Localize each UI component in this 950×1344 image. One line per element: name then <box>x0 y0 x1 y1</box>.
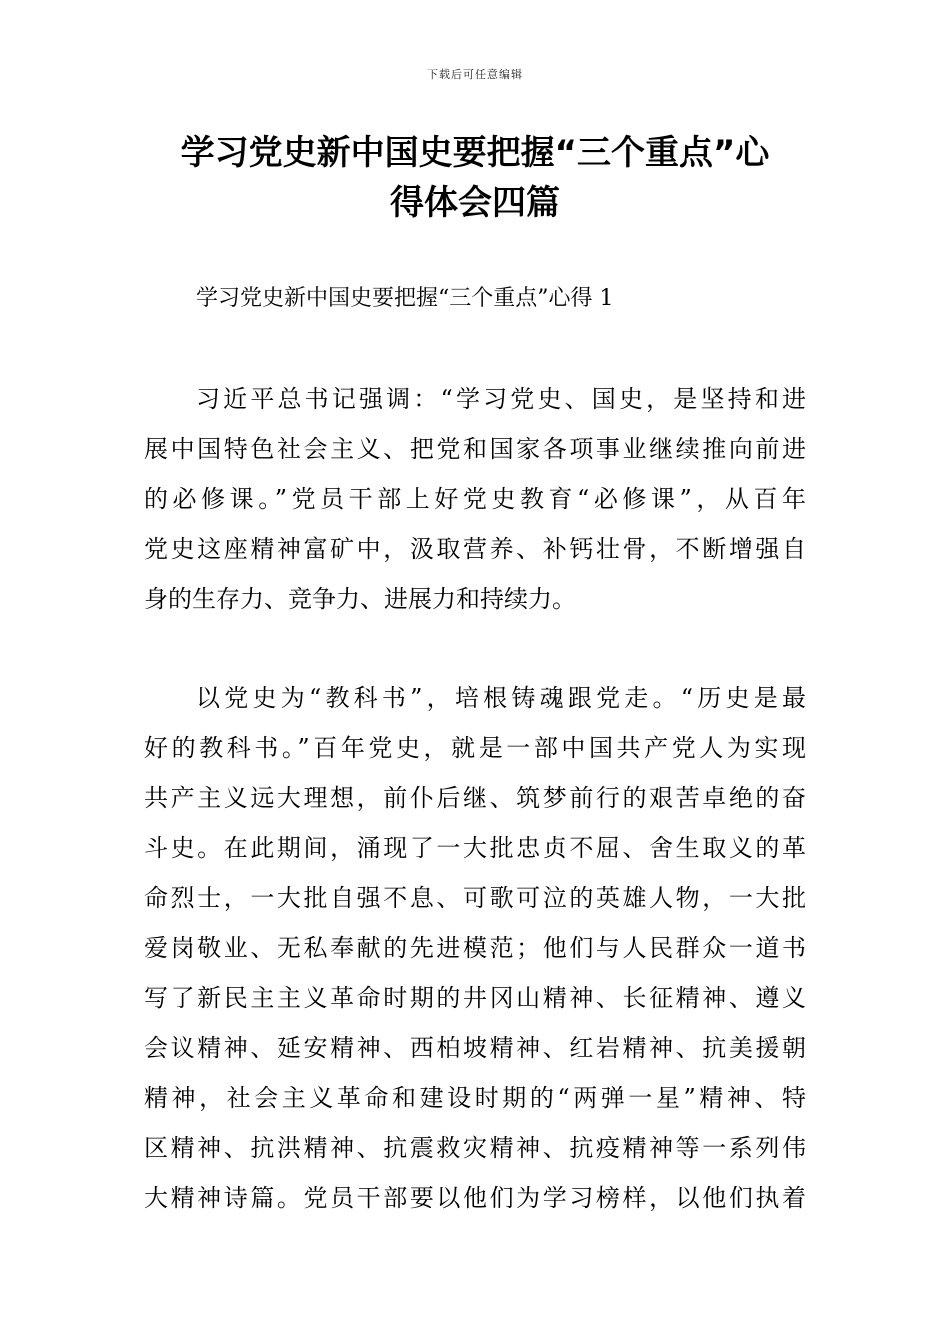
paragraph-2 <box>144 673 806 1223</box>
paragraph-line: 习近平总书记强调：“学习党史、国史，是坚持和进 <box>196 385 806 413</box>
paragraph-line: 以党史为“教科书”，培根铸魂跟党走。“历史是最 <box>196 684 806 712</box>
paragraph-line: 共产主义远大理想，前仆后继、筑梦前行的艰苦卓绝的奋 <box>144 784 806 812</box>
section-heading: 学习党史新中国史要把握“三个重点”心得 1 <box>196 286 614 311</box>
paragraph-line: 会议精神、延安精神、西柏坡精神、红岩精神、抗美援朝 <box>144 1034 806 1062</box>
paragraph-line: 写了新民主主义革命时期的井冈山精神、长征精神、遵义 <box>144 984 806 1012</box>
title-line: 学习党史新中国史要把握“三个重点”心 <box>180 133 770 173</box>
paragraph-line: 身的生存力、竞争力、进展力和持续力。 <box>144 585 576 613</box>
paragraph-line: 的必修课。”党员干部上好党史教育“必修课”，从百年 <box>144 485 806 513</box>
paragraph-line: 爱岗敬业、无私奉献的先进模范；他们与人民群众一道书 <box>144 934 806 962</box>
paragraph-line: 大精神诗篇。党员干部要以他们为学习榜样，以他们执着 <box>144 1184 806 1212</box>
title-line: 得体会四篇 <box>390 183 560 223</box>
document-title <box>100 128 850 228</box>
paragraph-line: 精神，社会主义革命和建设时期的“两弹一星”精神、特 <box>144 1084 806 1112</box>
paragraph-line: 区精神、抗洪精神、抗震救灾精神、抗疫精神等一系列伟 <box>144 1134 806 1162</box>
paragraph-line: 党史这座精神富矿中，汲取营养、补钙壮骨，不断增强自 <box>144 535 806 563</box>
header-note: 下载后可任意编辑 <box>427 68 523 81</box>
paragraph-line: 展中国特色社会主义、把党和国家各项事业继续推向前进 <box>144 435 806 463</box>
paragraph-line: 好的教科书。”百年党史，就是一部中国共产党人为实现 <box>144 734 806 762</box>
paragraph-1 <box>144 374 806 624</box>
paragraph-line: 命烈士，一大批自强不息、可歌可泣的英雄人物，一大批 <box>144 884 806 912</box>
paragraph-line: 斗史。在此期间，涌现了一大批忠贞不屈、舍生取义的革 <box>144 834 806 862</box>
